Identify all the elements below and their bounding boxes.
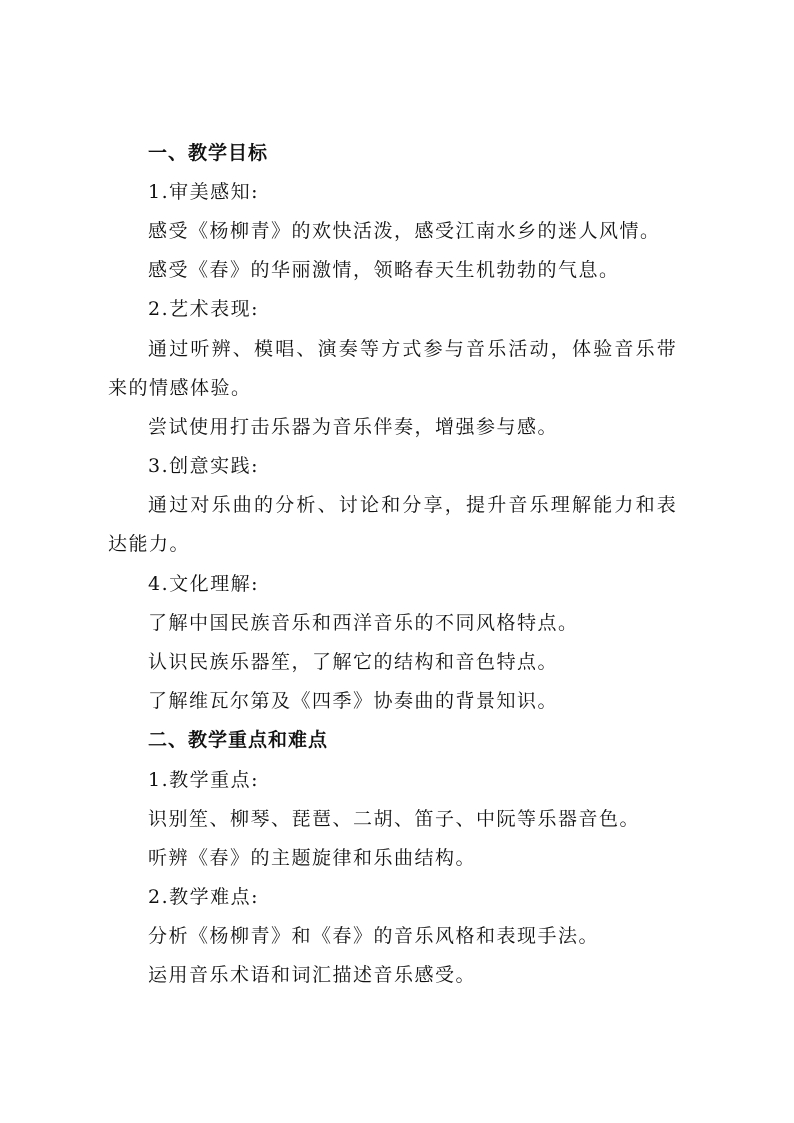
- paragraph: 感受《杨柳青》的欢快活泼，感受江南水乡的迷人风情。: [148, 220, 661, 242]
- paragraph: 运用音乐术语和词汇描述音乐感受。: [148, 964, 477, 986]
- paragraph-line: 通过听辨、模唱、演奏等方式参与音乐活动，体验音乐带: [148, 338, 679, 360]
- section-heading-teaching-goals: 一、教学目标: [148, 142, 269, 164]
- paragraph-line: 通过对乐曲的分析、讨论和分享，提升音乐理解能力和表: [148, 494, 679, 516]
- paragraph: 识别笙、柳琴、琵琶、二胡、笛子、中阮等乐器音色。: [148, 808, 641, 830]
- subheading-key-points: 1.教学重点:: [148, 769, 260, 791]
- subheading-artistic-expression: 2.艺术表现:: [148, 298, 260, 320]
- subheading-cultural-understanding: 4.文化理解:: [148, 573, 260, 595]
- paragraph: 分析《杨柳青》和《春》的音乐风格和表现手法。: [148, 925, 600, 947]
- paragraph: 听辨《春》的主题旋律和乐曲结构。: [148, 847, 477, 869]
- subheading-difficulties: 2.教学难点:: [148, 886, 260, 908]
- paragraph: 了解中国民族音乐和西洋音乐的不同风格特点。: [148, 612, 579, 634]
- paragraph: 了解维瓦尔第及《四季》协奏曲的背景知识。: [148, 690, 559, 712]
- paragraph-line: 达能力。: [108, 533, 191, 555]
- paragraph: 尝试使用打击乐器为音乐伴奏，增强参与感。: [148, 416, 559, 438]
- paragraph-line: 来的情感体验。: [108, 377, 252, 399]
- subheading-creative-practice: 3.创意实践:: [148, 455, 260, 477]
- paragraph: 认识民族乐器笙，了解它的结构和音色特点。: [148, 651, 559, 673]
- section-heading-key-points-and-difficulties: 二、教学重点和难点: [148, 729, 329, 751]
- paragraph: 感受《春》的华丽激情，领略春天生机勃勃的气息。: [148, 259, 620, 281]
- subheading-aesthetic-perception: 1.审美感知:: [148, 181, 260, 203]
